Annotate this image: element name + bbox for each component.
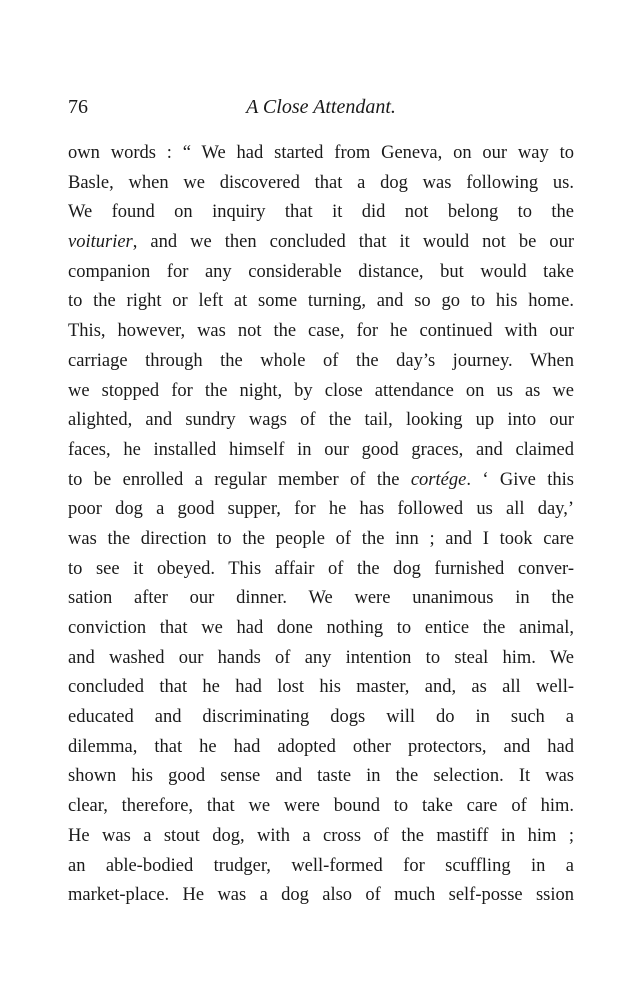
body-text	[68, 139, 574, 911]
text-line: clear, therefore, that we were bound to take care of him.	[68, 796, 574, 817]
page-header	[68, 96, 574, 126]
text-line: to the right or left at some turning, and so go to his home.	[68, 291, 574, 312]
italic-word: cortége	[410, 469, 467, 490]
text-line: we stopped for the night, by close attendance on us as we	[68, 380, 574, 401]
text-line: He was a stout dog, with a cross of the mastiff in him ;	[68, 825, 574, 846]
text-line: sation after our dinner. We were unanimous in the	[68, 588, 574, 609]
text-line: to see it obeyed. This affair of the dog furnished conver-	[68, 558, 574, 579]
text-line: alighted, and sundry wags of the tail, looking up into our	[68, 410, 574, 431]
text-line: to be enrolled a regular member of the cortége. ‘ Give this	[68, 469, 574, 490]
text-line: faces, he installed himself in our good graces, and claimed	[68, 439, 574, 460]
text-line: was the direction to the people of the inn ; and I took care	[68, 528, 574, 549]
text-line: companion for any considerable distance, but would take	[68, 261, 574, 282]
text-line: conviction that we had done nothing to entice the animal,	[68, 618, 574, 638]
text-line: educated and discriminating dogs will do in such a	[68, 707, 574, 728]
page-number: 76	[68, 96, 88, 118]
text-line: We found on inquiry that it did not belong to the	[68, 202, 574, 223]
text-line: own words : “ We had started from Geneva, on our way to	[68, 143, 574, 163]
text-line: and washed our hands of any intention to steal him. We	[68, 647, 574, 668]
text-line: an able-bodied trudger, well-formed for scuffling in a	[68, 855, 574, 876]
text-line: dilemma, that he had adopted other protectors, and had	[68, 736, 574, 757]
italic-word: voiturier	[68, 232, 133, 253]
text-line: carriage through the whole of the day’s journey. When	[68, 350, 574, 371]
text-line: shown his good sense and taste in the selection. It was	[68, 766, 574, 787]
running-title: A Close Attendant.	[246, 96, 396, 118]
text-line: This, however, was not the case, for he continued with our	[68, 321, 574, 342]
text-line: Basle, when we discovered that a dog was following us.	[68, 172, 574, 193]
text-line: voiturier, and we then concluded that it would not be our	[68, 232, 574, 253]
text-line: poor dog a good supper, for he has followed us all day,’	[68, 499, 574, 520]
text-line: concluded that he had lost his master, and, as all well-	[68, 677, 574, 698]
text-line: market-place. He was a dog also of much self-posse ssion	[68, 885, 574, 906]
